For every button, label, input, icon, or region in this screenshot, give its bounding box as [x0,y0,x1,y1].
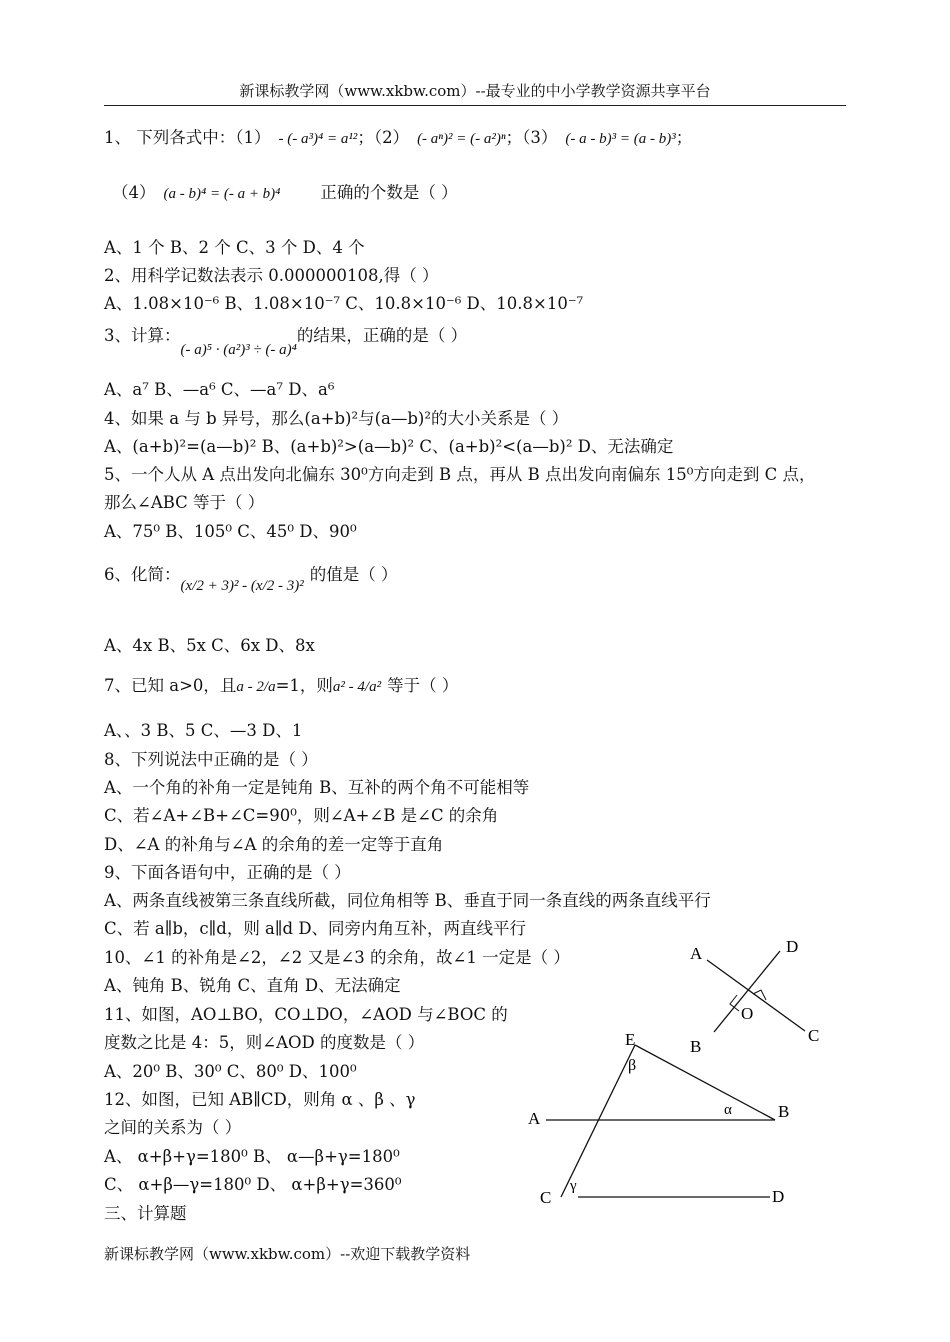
label-o: O [741,1004,754,1023]
q8-option-ab: A、一个角的补角一定是钝角 B、互补的两个角不可能相等 [104,778,530,797]
q3-stem: 3、计算： [104,326,181,345]
q8-option-c: C、若∠A+∠B+∠C=90⁰，则∠A+∠B 是∠C 的余角 [104,806,499,825]
label-beta: β [628,1057,637,1074]
label-e: E [625,1030,636,1049]
q1-expr4: (a - b)⁴ = (- a + b)⁴ [163,186,281,202]
line-ec [561,1045,635,1197]
q4-stem: 4、如果 a 与 b 异号，那么(a+b)²与(a—b)²的大小关系是（ ） [104,409,569,428]
q2-options: A、1.08×10⁻⁶ B、1.08×10⁻⁷ C、10.8×10⁻⁶ D、10.8×10⁻⁷ [104,294,584,313]
label-gamma: γ [570,1178,577,1194]
q12-option-ab: A、 α+β+γ=180⁰ B、 α—β+γ=180⁰ [104,1147,400,1166]
label-c: C [808,1026,820,1045]
q6-tail: 的值是（ ） [309,565,398,584]
label-a: A [528,1109,541,1128]
q5-stem2: 那么∠ABC 等于（ ） [104,493,265,512]
q7-mid: =1，则 [275,676,333,695]
q7-expr2: a² - 4/a² [332,679,382,695]
q5-stem: 5、一个人从 A 点出发向北偏东 30⁰方向走到 B 点，再从 B 点出发向南偏东 15⁰方向走到 C 点， [104,465,816,484]
label-a: A [690,944,703,963]
q3-line [104,325,468,358]
q1-expr3: (- a - b)³ = (a - b)³ [565,131,676,147]
q7-expr1: a - 2/a [236,679,276,695]
q1-expr1: - (- a³)⁴ = a¹² [278,131,358,147]
q3-expr: (- a)⁵ · (a²)³ ÷ (- a)⁴ [180,342,297,358]
q9-option-cd: C、若 a∥b，c∥d，则 a∥d D、同旁内角互补，两直线平行 [104,919,527,938]
q12-stem2: 之间的关系为（ ） [104,1118,242,1137]
q9-stem: 9、下面各语句中，正确的是（ ） [104,863,351,882]
q3-tail: 的结果，正确的是（ ） [296,326,468,345]
q5-options: A、75⁰ B、105⁰ C、45⁰ D、90⁰ [104,522,357,541]
q6-line [104,564,398,594]
q8-option-d: D、∠A 的补角与∠A 的余角的差一定等于直角 [104,835,444,854]
q1-part3: ；（3） [505,128,558,147]
q6-expr: (x/2 + 3)² - (x/2 - 3)² [180,578,304,594]
q11-stem2: 度数之比是 4：5，则∠AOD 的度数是（ ） [104,1033,425,1052]
q10-options: A、钝角 B、锐角 C、直角 D、无法确定 [104,976,401,995]
q1-part4: （4） [112,183,156,202]
q7-tail: 等于（ ） [387,676,459,695]
q11-stem: 11、如图，AO⊥BO，CO⊥DO，∠AOD 与∠BOC 的 [104,1005,508,1024]
figure-parallel-lines [520,1025,800,1215]
q12-option-cd: C、 α+β—γ=180⁰ D、 α+β+γ=360⁰ [104,1175,402,1194]
label-b: B [778,1102,790,1121]
label-d: D [786,937,799,956]
line-eb [635,1045,775,1120]
q3-options: A、a⁷ B、—a⁶ C、—a⁷ D、a⁶ [104,380,335,399]
label-b: B [690,1037,702,1055]
q1-expr2: (- aⁿ)² = (- a²)ⁿ [417,131,506,147]
q2-stem: 2、用科学记数法表示 0.000000108,得（ ） [104,266,439,285]
q6-stem: 6、化简： [104,565,181,584]
q1-line1 [104,127,692,150]
section-3-title: 三、计算题 [104,1204,187,1223]
q4-options: A、(a+b)²=(a—b)² B、(a+b)²>(a—b)² C、(a+b)²<(a—b)² D、无法确定 [104,437,674,456]
q10-stem: 10、∠1 的补角是∠2，∠2 又是∠3 的余角，故∠1 一定是（ ） [104,948,570,967]
page-header: 新课标教学网（www.xkbw.com）--最专业的中小学教学资源共享平台 [104,80,846,106]
q1-options: A、1 个 B、2 个 C、3 个 D、4 个 [104,238,365,257]
label-alpha: α [724,1102,732,1118]
line-ao-c [707,960,805,1031]
q6-options: A、4x B、5x C、6x D、8x [104,636,315,655]
q1-part2: ；（2） [357,128,410,147]
q7-options: A、、3 B、5 C、—3 D、1 [104,721,303,740]
q7-line [104,675,458,698]
q7-stem: 7、已知 a>0，且 [104,676,237,695]
label-d: D [772,1187,785,1206]
q1-tail: 正确的个数是（ ） [320,183,458,202]
q9-option-ab: A、两条直线被第三条直线所截，同位角相等 B、垂直于同一条直线的两条直线平行 [104,891,711,910]
q1-semicolon: ； [675,128,693,147]
q11-options: A、20⁰ B、30⁰ C、80⁰ D、100⁰ [104,1062,357,1081]
page-footer: 新课标教学网（www.xkbw.com）--欢迎下载教学资料 [104,1245,471,1263]
q1-stem: 1、 下列各式中：（1） [104,128,271,147]
label-c: C [540,1188,552,1207]
q1-line2 [112,182,458,205]
q8-stem: 8、下列说法中正确的是（ ） [104,750,318,769]
q12-stem: 12、如图，已知 AB∥CD，则角 α 、β 、γ [104,1090,416,1109]
